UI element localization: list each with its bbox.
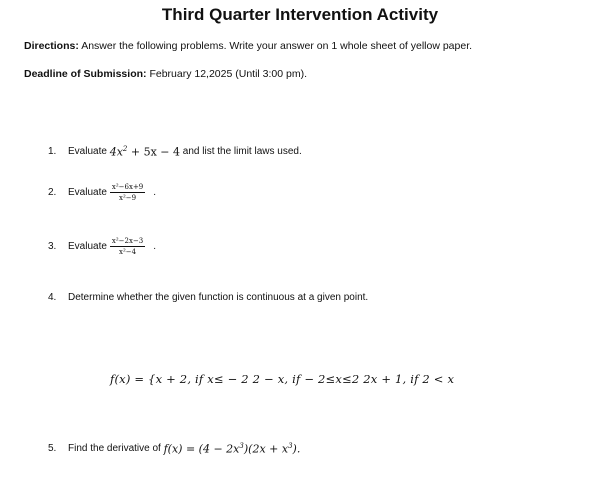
directions-text: Answer the following problems. Write your answer on 1 whole sheet of yellow paper. — [81, 40, 473, 52]
piecewise-function: f(x) = {x + 2, if x≤ − 2 2 − x, if − 2≤x≤2 2x + 1, if 2 < x — [110, 372, 455, 386]
problem-2 — [48, 183, 156, 202]
problem-5 — [48, 442, 300, 456]
problem-number: 4. — [48, 292, 57, 303]
problem-1 — [48, 145, 302, 159]
problem-number: 3. — [48, 241, 57, 252]
problem-4 — [48, 292, 368, 303]
directions-label: Directions: — [24, 40, 79, 52]
fraction-numerator: x²−2x−3 — [111, 237, 144, 245]
math-exponent: 3 — [288, 442, 293, 450]
problem-text: Determine whether the given function is continuous at a given point. — [68, 292, 369, 303]
fraction — [110, 183, 145, 202]
math-rest: + 5x − 4 — [130, 145, 180, 159]
deadline-text: February 12,2025 (Until 3:00 pm). — [149, 68, 308, 80]
problem-prefix: Evaluate — [68, 146, 107, 158]
problem-3 — [48, 237, 156, 256]
fraction — [110, 237, 145, 256]
math-exponent: 2 — [122, 145, 128, 153]
directions-line — [24, 40, 472, 52]
fraction-denominator: x²−4 — [119, 248, 137, 256]
deadline-label: Deadline of Submission: — [24, 68, 147, 80]
problem-number: 5. — [48, 443, 57, 455]
math-exponent: 3 — [239, 442, 244, 450]
problem-5-expression — [164, 442, 301, 456]
fraction-denominator: x²−9 — [119, 194, 137, 202]
math-part: ). — [292, 442, 301, 456]
problem-suffix: . — [153, 187, 157, 198]
problem-suffix: . — [153, 241, 157, 252]
page-title: Third Quarter Intervention Activity — [161, 5, 439, 24]
math-term: 4x — [109, 145, 123, 159]
fraction-numerator: x²−6x+9 — [111, 183, 144, 191]
math-part: )(2x + x — [243, 442, 289, 456]
problem-1-expression — [110, 145, 180, 159]
problem-number: 1. — [48, 146, 57, 158]
problem-number: 2. — [48, 187, 57, 198]
problem-prefix: Evaluate — [68, 241, 107, 252]
problem-prefix: Evaluate — [68, 187, 107, 198]
problem-prefix: Find the derivative of — [68, 443, 161, 455]
math-part: f(x) = (4 − 2x — [163, 442, 240, 456]
problem-suffix: and list the limit laws used. — [182, 146, 302, 158]
deadline-line — [24, 68, 307, 80]
